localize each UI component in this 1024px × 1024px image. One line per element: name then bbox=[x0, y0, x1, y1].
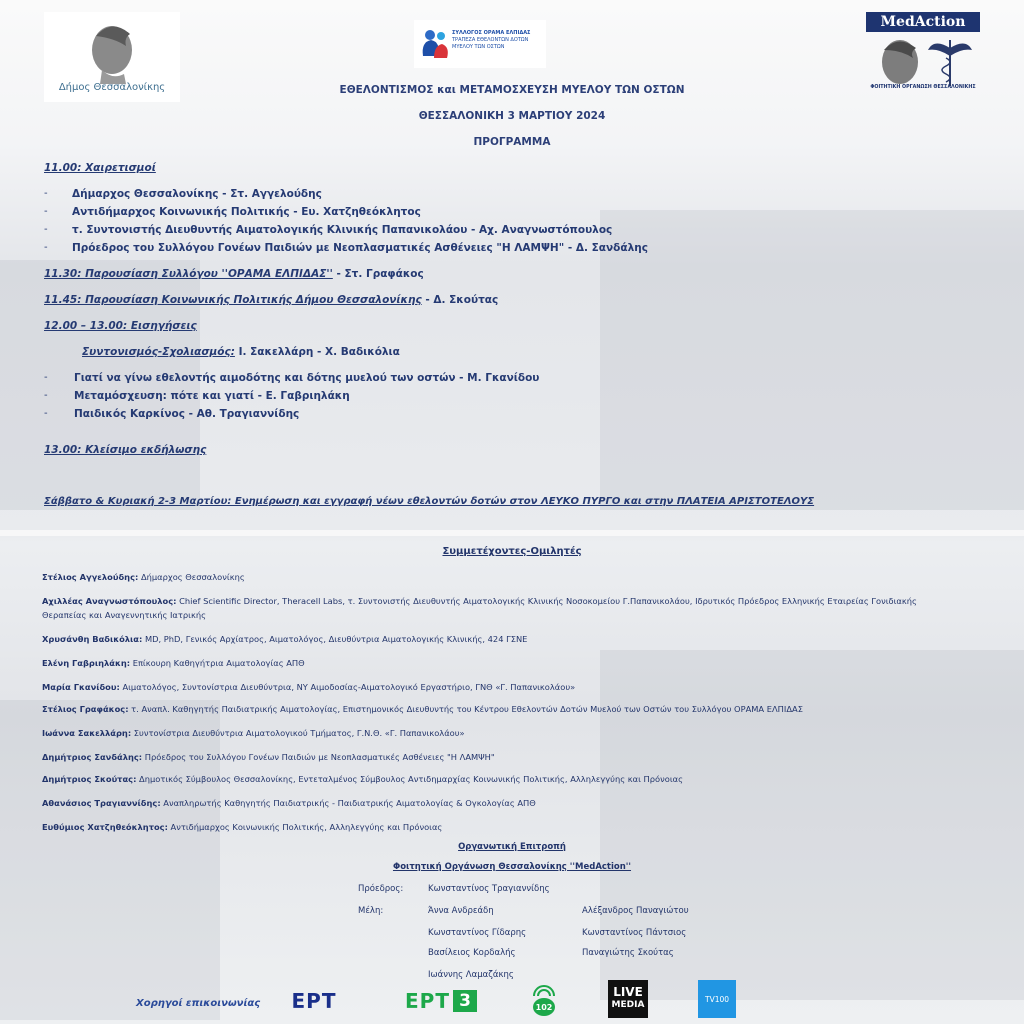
speaker-entry bbox=[42, 728, 465, 738]
speaker-name: Στέλιος Αγγελούδης: bbox=[42, 572, 139, 582]
radio-waves-icon bbox=[531, 984, 557, 998]
speaker-name: Αθανάσιος Τραγιαννίδης: bbox=[42, 798, 161, 808]
orama-logo-line-3: ΜΥΕΛΟΥ ΤΩΝ ΟΣΤΩΝ bbox=[452, 44, 505, 50]
ert3-text: ΕΡΤ bbox=[405, 989, 450, 1013]
program-coordination bbox=[82, 346, 400, 358]
hearts-family-icon bbox=[420, 26, 450, 60]
committee-title: Οργανωτική Επιτροπή bbox=[458, 842, 566, 852]
bullet-dash: - bbox=[44, 372, 48, 383]
weekend-note: Σάββατο & Κυριακή 2-3 Μαρτίου: Ενημέρωση και εγγραφή νέων εθελοντών δοτών στον ΛΕΥΚΟ ΠΥΡΓΟ και στην ΠΛΑΤΕΙΑ ΑΡΙΣΤΟΤΕΛΟΥΣ bbox=[44, 496, 815, 507]
program-time-1300: 13.00: Κλείσιμο εκδήλωσης bbox=[44, 444, 207, 456]
speaker-name: Ελένη Γαβριηλάκη: bbox=[42, 658, 131, 668]
speaker-name: Ευθύμιος Χατζηθεόκλητος: bbox=[42, 822, 168, 832]
media-sponsors-label: Χορηγοί επικοινωνίας bbox=[136, 998, 261, 1009]
speaker-desc: τ. Αναπλ. Καθηγητής Παιδιατρικής Αιματολογίας, Επιστημονικός Διευθυντής του Κέντρου Εθελοντών Δοτών Μυελού των Οστών του Συλλόγου ΟΡΑΜΑ ΕΛΠΙΔΑΣ bbox=[128, 704, 803, 714]
speaker-entry bbox=[42, 682, 575, 692]
speaker-entry bbox=[42, 572, 245, 582]
coordination-label: Συντονισμός-Σχολιασμός: bbox=[82, 346, 235, 358]
radio-102-number: 102 bbox=[533, 998, 555, 1016]
member-name: Κωνσταντίνος Πάντσιος bbox=[582, 928, 687, 938]
program-talk-1: Γιατί να γίνω εθελοντής αιμοδότης και δότης μυελού των οστών - Μ. Γκανίδου bbox=[74, 372, 540, 384]
ert-logo: ΕΡΤ bbox=[291, 989, 337, 1013]
speaker-desc: Chief Scientific Director, Theracell Labs, τ. Συντονιστής Διευθυντής Αιματολογικής Κλινικής Νοσοκομείου Γ.Παπανικολάου, Ιδρυτικός Πρόεδρος Ελληνικής Εταιρείας Γονιδιακής bbox=[176, 596, 917, 606]
speaker-entry bbox=[42, 822, 442, 832]
bullet-dash: - bbox=[44, 206, 48, 217]
coordination-names: Ι. Σακελλάρη - Χ. Βαδικόλια bbox=[234, 346, 400, 358]
speaker-name: Ιωάννα Σακελλάρη: bbox=[42, 728, 132, 738]
background-building-left-lower bbox=[0, 700, 220, 1020]
president-label: Πρόεδρος: bbox=[358, 884, 404, 894]
members-label: Μέλη: bbox=[358, 906, 384, 916]
ert3-logo bbox=[400, 988, 482, 1014]
member-name: Κωνσταντίνος Γίδαρης bbox=[428, 928, 527, 938]
program-item-greeting-1: Δήμαρχος Θεσσαλονίκης - Στ. Αγγελούδης bbox=[72, 188, 322, 200]
speaker-desc: Πρόεδρος του Συλλόγου Γονέων Παιδιών με Νεοπλασματικές Ασθένειες "Η ΛΑΜΨΗ" bbox=[142, 752, 495, 762]
program-item-greeting-3: τ. Συντονιστής Διευθυντής Αιματολογικής Κλινικής Παπανικολάου - Αχ. Αναγνωστόπουλος bbox=[72, 224, 613, 236]
speaker-desc: Δημοτικός Σύμβουλος Θεσσαλονίκης, Εντεταλμένος Σύμβουλος Αντιδημαρχίας Κοινωνικής Πολιτικής, Αλληλεγγύης και Πρόνοιας bbox=[136, 774, 683, 784]
speaker-entry bbox=[42, 596, 917, 606]
event-date: ΘΕΣΣΑΛΟΝΙΚΗ 3 ΜΑΡΤΙΟΥ 2024 bbox=[418, 110, 606, 122]
member-name: Ιωάννης Λαμαζάκης bbox=[428, 970, 514, 980]
live-media-logo bbox=[608, 980, 648, 1018]
speaker-entry bbox=[42, 798, 536, 808]
bullet-dash: - bbox=[44, 188, 48, 199]
speaker-name: Δημήτριος Σκούτας: bbox=[42, 774, 137, 784]
member-name: Άννα Ανδρεάδη bbox=[428, 906, 494, 916]
program-talk-3: Παιδικός Καρκίνος - Αθ. Τραγιαννίδης bbox=[74, 408, 300, 420]
program-time-1130-title: 11.30: Παρουσίαση Συλλόγου ''ΟΡΑΜΑ ΕΛΠΙΔΑΣ'' bbox=[44, 268, 333, 280]
program-time-1130 bbox=[44, 268, 424, 280]
speaker-name: Δημήτριος Σανδάλης: bbox=[42, 752, 143, 762]
speaker-desc: MD, PhD, Γενικός Αρχίατρος, Αιματολόγος, Διευθύντρια Αιματολογικής Κλινικής, 424 ΓΣΝΕ bbox=[142, 634, 528, 644]
speaker-entry bbox=[42, 752, 495, 762]
speaker-desc: Συντονίστρια Διευθύντρια Αιματολογικού Τμήματος, Γ.Ν.Θ. «Γ. Παπανικολάου» bbox=[131, 728, 465, 738]
program-time-1145-title: 11.45: Παρουσίαση Κοινωνικής Πολιτικής Δήμου Θεσσαλονίκης bbox=[44, 294, 422, 306]
program-heading: ΠΡΟΓΡΑΜΜΑ bbox=[473, 136, 551, 148]
medaction-caption: ΦΟΙΤΗΤΙΚΗ ΟΡΓΑΝΩΣΗ ΘΕΣΣΑΛΟΝΙΚΗΣ bbox=[870, 85, 976, 90]
event-title: ΕΘΕΛΟΝΤΙΣΜΟΣ και ΜΕΤΑΜΟΣΧΕΥΣΗ ΜΥΕΛΟΥ ΤΩΝ ΟΣΤΩΝ bbox=[339, 84, 685, 96]
radio-102-logo bbox=[530, 982, 558, 1018]
speaker-name: Στέλιος Γραφάκος: bbox=[42, 704, 129, 714]
live-media-top: LIVE bbox=[613, 985, 643, 999]
program-time-1130-speaker: - Στ. Γραφάκος bbox=[332, 268, 424, 280]
speaker-entry bbox=[42, 634, 527, 644]
bullet-dash: - bbox=[44, 224, 48, 235]
tv100-logo: TV100 bbox=[698, 980, 736, 1018]
orama-elpidas-logo bbox=[414, 20, 546, 68]
bullet-dash: - bbox=[44, 242, 48, 253]
medaction-emblem-icon bbox=[870, 34, 976, 88]
bullet-dash: - bbox=[44, 408, 48, 419]
thessaloniki-municipality-logo bbox=[44, 12, 180, 102]
medaction-logo-title: MedAction bbox=[866, 12, 980, 32]
program-item-greeting-2: Αντιδήμαρχος Κοινωνικής Πολιτικής - Ευ. Χατζηθεόκλητος bbox=[72, 206, 421, 218]
program-time-1100: 11.00: Χαιρετισμοί bbox=[44, 162, 156, 174]
committee-subtitle: Φοιτητική Οργάνωση Θεσσαλονίκης ''MedAction'' bbox=[392, 862, 632, 872]
program-time-1145-speaker: - Δ. Σκούτας bbox=[421, 294, 499, 306]
speaker-name: Χρυσάνθη Βαδικόλια: bbox=[42, 634, 143, 644]
speaker-desc: Δήμαρχος Θεσσαλονίκης bbox=[138, 572, 245, 582]
medaction-logo bbox=[866, 12, 980, 94]
section-divider bbox=[0, 530, 1024, 536]
program-time-1200: 12.00 – 13.00: Εισηγήσεις bbox=[44, 320, 197, 332]
speaker-entry bbox=[42, 774, 683, 784]
speaker-desc-continued: Θεραπείας και Αναγεννητικής Ιατρικής bbox=[42, 610, 206, 620]
bullet-dash: - bbox=[44, 390, 48, 401]
speaker-desc: Επίκουρη Καθηγήτρια Αιματολογίας ΑΠΘ bbox=[130, 658, 305, 668]
orama-logo-line-2: ΤΡΑΠΕΖΑ ΕΘΕΛΟΝΤΩΝ ΔΟΤΩΝ bbox=[452, 37, 529, 43]
member-name: Βασίλειος Κορδαλής bbox=[428, 948, 516, 958]
live-media-bottom: MEDIA bbox=[611, 1000, 645, 1010]
ert3-number: 3 bbox=[453, 990, 477, 1012]
orama-logo-line-1: ΣΥΛΛΟΓΟΣ ΟΡΑΜΑ ΕΛΠΙΔΑΣ bbox=[452, 30, 531, 36]
member-name: Παναγιώτης Σκούτας bbox=[582, 948, 674, 958]
member-name: Αλέξανδρος Παναγιώτου bbox=[582, 906, 689, 916]
speaker-desc: Αιματολόγος, Συντονίστρια Διευθύντρια, ΝΥ Αιμοδοσίας-Αιματολογικό Εργαστήριο, ΓΝΘ «Γ. Παπανικολάου» bbox=[119, 682, 576, 692]
speaker-desc: Αναπληρωτής Καθηγητής Παιδιατρικής - Παιδιατρικής Αιματολογίας & Ογκολογίας ΑΠΘ bbox=[160, 798, 536, 808]
program-time-1145 bbox=[44, 294, 498, 306]
speaker-entry bbox=[42, 704, 803, 714]
speaker-name: Αχιλλέας Αναγνωστόπουλος: bbox=[42, 596, 177, 606]
speaker-name: Μαρία Γκανίδου: bbox=[42, 682, 120, 692]
speaker-entry bbox=[42, 658, 305, 668]
background-building-right bbox=[600, 210, 1024, 510]
speakers-title: Συμμετέχοντες-Ομιλητές bbox=[442, 546, 582, 557]
program-talk-2: Μεταμόσχευση: πότε και γιατί - Ε. Γαβριηλάκη bbox=[74, 390, 350, 402]
program-item-greeting-4: Πρόεδρος του Συλλόγου Γονέων Παιδιών με Νεοπλασματικές Ασθένειες "Η ΛΑΜΨΗ" - Δ. Σανδάλης bbox=[72, 242, 648, 254]
municipality-logo-text: Δήμος Θεσσαλονίκης bbox=[58, 82, 166, 93]
speaker-desc: Αντιδήμαρχος Κοινωνικής Πολιτικής, Αλληλεγγύης και Πρόνοιας bbox=[167, 822, 443, 832]
president-name: Κωνσταντίνος Τραγιαννίδης bbox=[428, 884, 550, 894]
